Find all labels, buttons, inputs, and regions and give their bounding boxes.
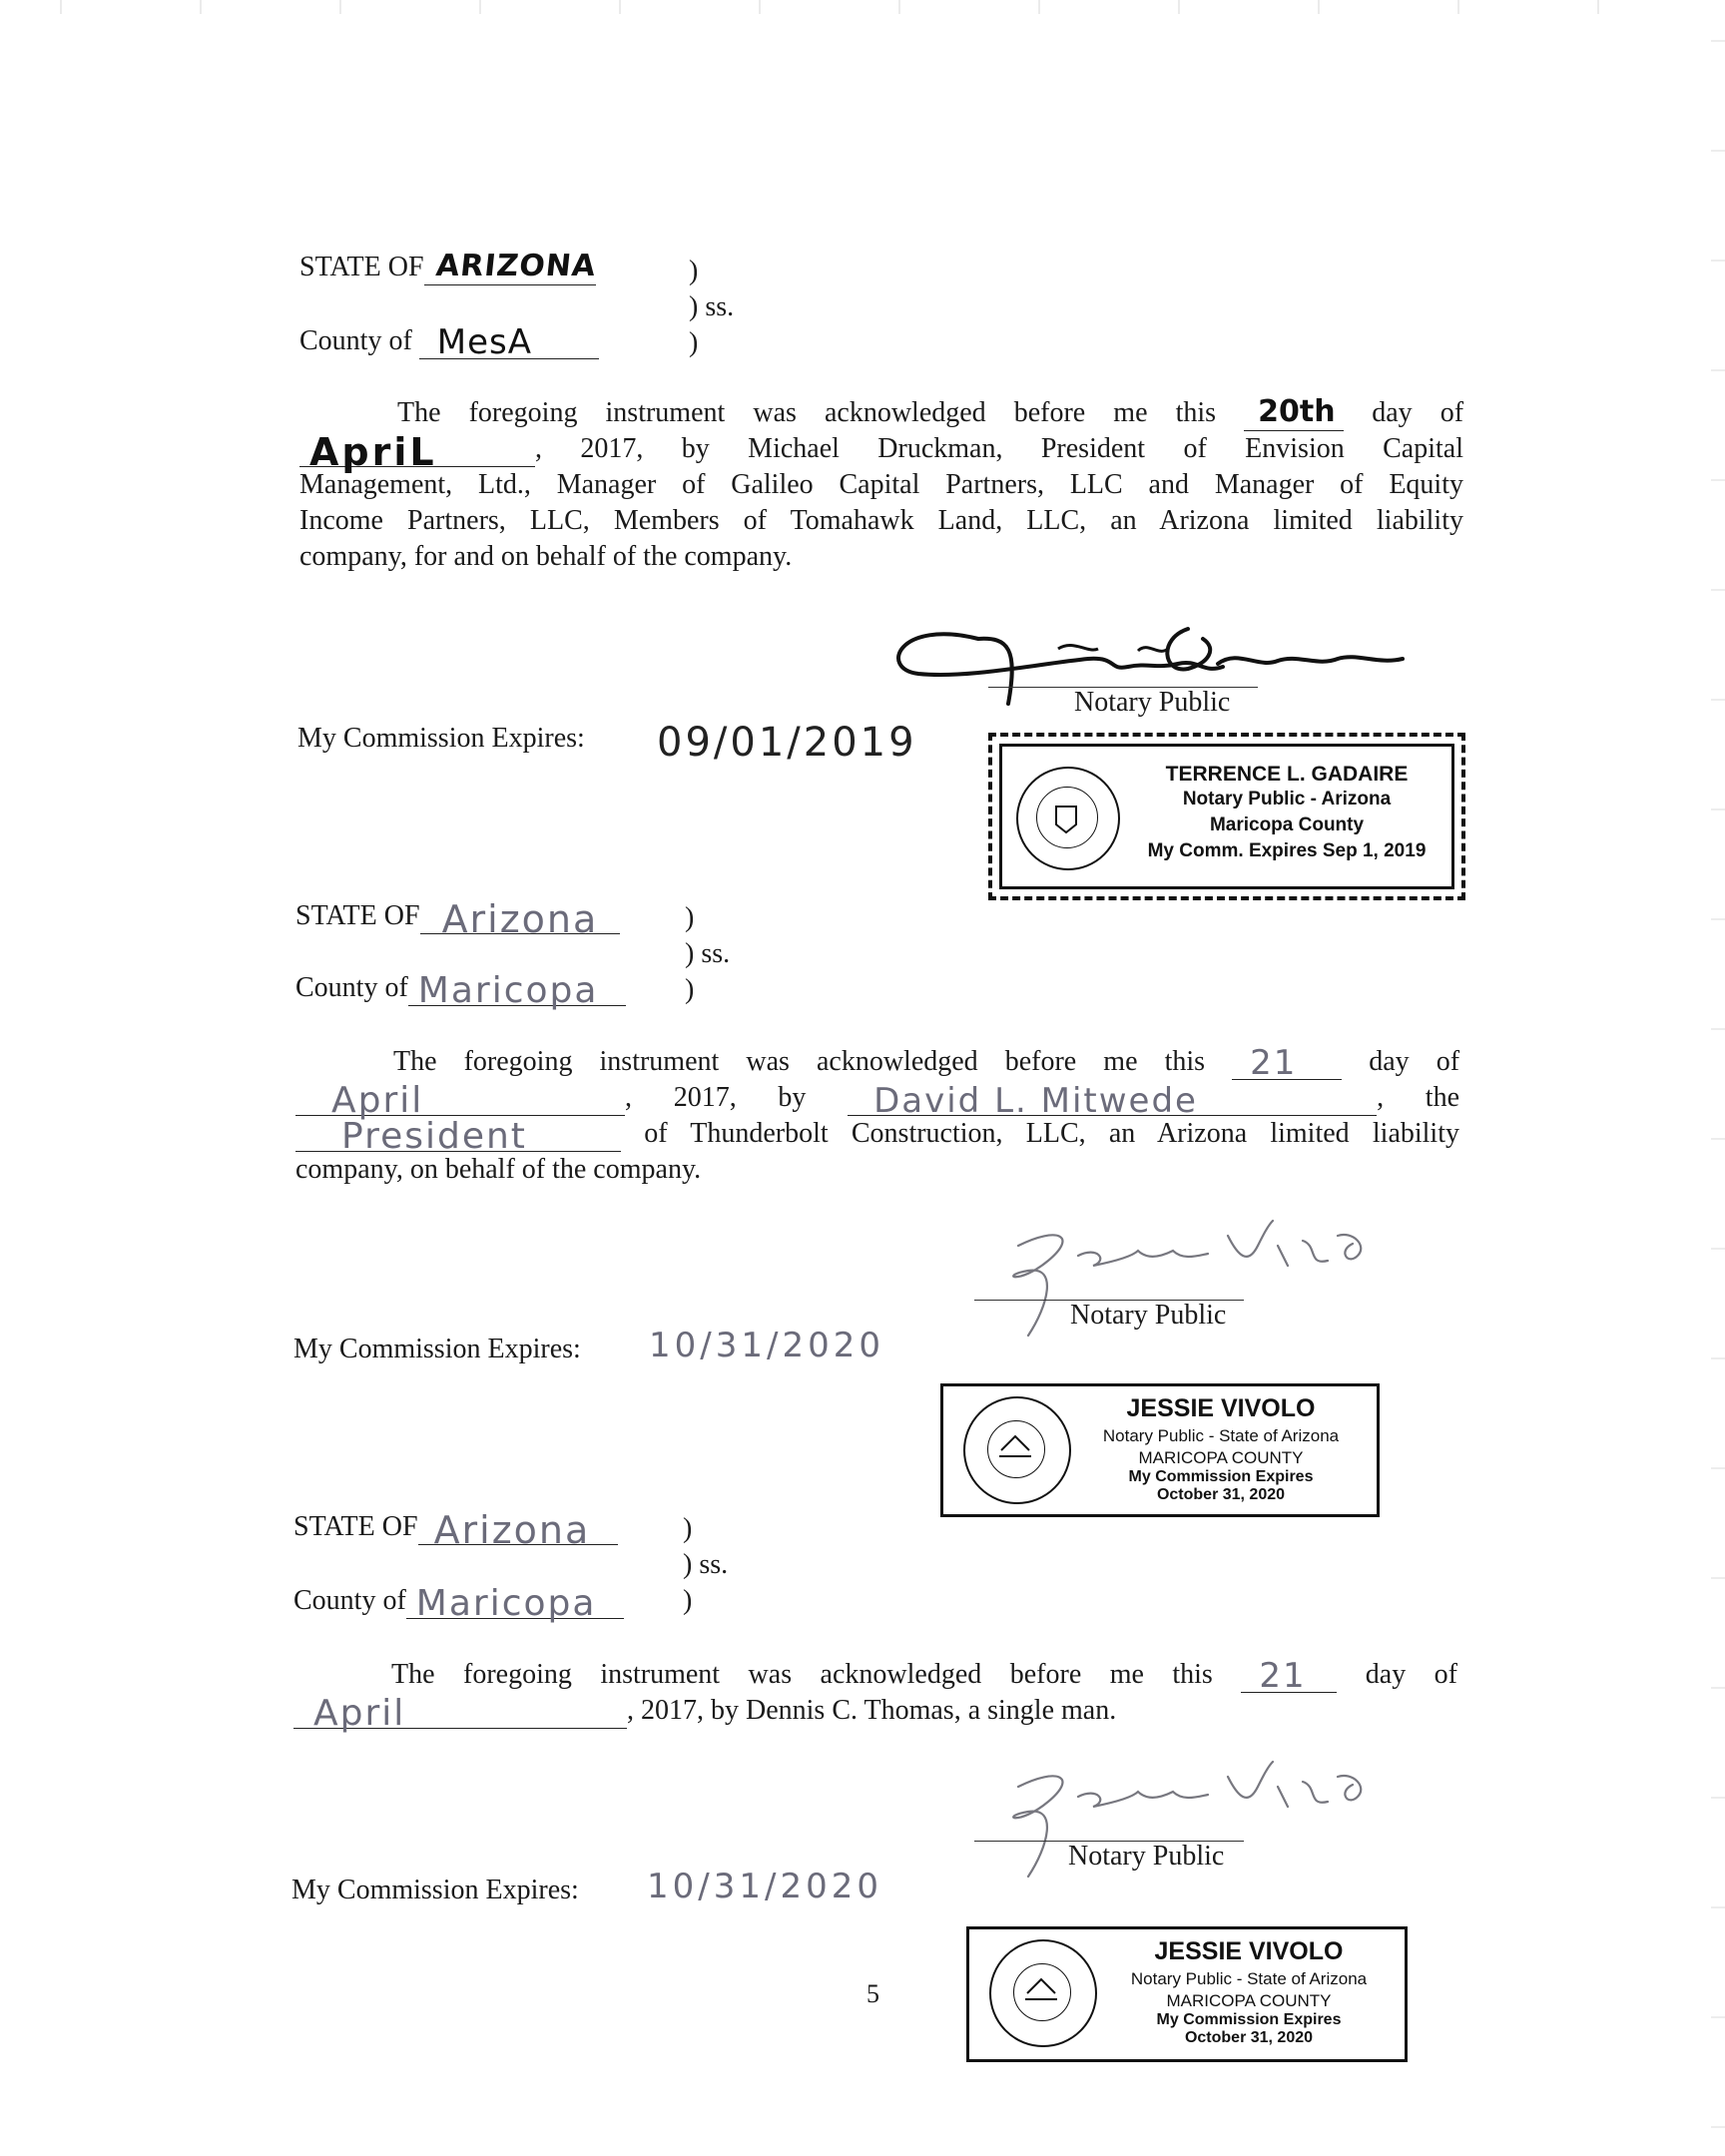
day-handwritten: 20th (1258, 394, 1336, 429)
scan-artifact-top (0, 0, 1725, 14)
stamp-line: Maricopa County (1209, 814, 1365, 835)
county-line (293, 1583, 624, 1624)
commission-expires-label: My Commission Expires: (293, 1334, 581, 1364)
stamp-line: October 31, 2020 (1156, 1486, 1286, 1503)
state-handwritten: ARIZONA (433, 249, 598, 283)
state-line (293, 1508, 618, 1552)
state-line (295, 897, 620, 941)
county-label: County of (295, 972, 408, 1003)
paren: ) (685, 902, 695, 933)
county-blank (419, 322, 599, 362)
commission-expires-handwritten: 10/31/2020 (649, 1326, 884, 1365)
paragraph-line: ApriL , 2017, by Michael Druckman, President of Envision Capital (299, 431, 1463, 467)
day-handwritten: 21 (1250, 1043, 1298, 1083)
state-label: STATE OF (295, 900, 420, 931)
paragraph-line: April , 2017, by Dennis C. Thomas, a single man. (293, 1693, 1457, 1729)
month-handwritten: ApriL (309, 430, 437, 474)
paren: ) (683, 1513, 693, 1544)
county-handwritten: MesA (436, 322, 533, 362)
month-handwritten: April (331, 1080, 424, 1121)
paren: ) (685, 974, 695, 1005)
paragraph-line: company, for and on behalf of the company. (299, 541, 793, 572)
acknowledgment-paragraph (299, 395, 1463, 575)
state-label: STATE OF (293, 1511, 418, 1542)
paragraph-line: The foregoing instrument was acknowledged before me this 21 day of (393, 1043, 1460, 1083)
stamp-line: MARICOPA COUNTY (1166, 1991, 1332, 2010)
commission-expires-handwritten: 09/01/2019 (657, 720, 917, 766)
state-seal-icon (989, 1939, 1097, 2047)
person-handwritten: David L. Mitwede (873, 1081, 1198, 1121)
state-handwritten: Arizona (433, 1508, 591, 1552)
acknowledgment-paragraph (293, 1656, 1457, 1734)
notary-public-label: Notary Public (1070, 1300, 1227, 1331)
county-blank (406, 1583, 624, 1624)
county-blank (408, 970, 626, 1011)
stamp-line: My Comm. Expires Sep 1, 2019 (1147, 840, 1427, 861)
notary-stamp (966, 1926, 1408, 2062)
stamp-line: My Commission Expires (1128, 1468, 1314, 1485)
paragraph-line: April , 2017, by David L. Mitwede , the (295, 1080, 1459, 1116)
state-handwritten: Arizona (441, 897, 599, 941)
scan-artifact-right (1711, 0, 1725, 2156)
state-blank (418, 1508, 618, 1552)
day-handwritten: 21 (1259, 1656, 1307, 1696)
stamp-line: October 31, 2020 (1184, 2029, 1314, 2046)
county-handwritten: Maricopa (417, 970, 599, 1011)
paren: ) (683, 1585, 693, 1616)
acknowledgment-paragraph (295, 1044, 1459, 1188)
paragraph-line: company, on behalf of the company. (295, 1154, 702, 1185)
state-seal-icon (963, 1396, 1071, 1504)
stamp-line: MARICOPA COUNTY (1138, 1448, 1304, 1467)
title-handwritten: President (341, 1116, 527, 1157)
paragraph-line: The foregoing instrument was acknowledged before me this 21 day of (391, 1656, 1457, 1696)
stamp-line: Notary Public - Arizona (1182, 789, 1392, 809)
month-handwritten: April (313, 1693, 406, 1734)
state-line (299, 250, 596, 285)
county-handwritten: Maricopa (415, 1583, 597, 1624)
county-label: County of (293, 1585, 406, 1616)
state-blank (420, 897, 620, 941)
stamp-line: Notary Public - State of Arizona (1102, 1426, 1340, 1445)
stamp-name: JESSIE VIVOLO (1126, 1394, 1316, 1422)
state-seal-icon (1016, 767, 1120, 870)
paragraph-line: President of Thunderbolt Construction, LLC, an Arizona limited liability (295, 1116, 1459, 1152)
commission-expires-label: My Commission Expires: (297, 723, 585, 754)
notary-stamp (940, 1383, 1380, 1517)
notary-public-label: Notary Public (1068, 1841, 1225, 1872)
ss-label: ) ss. (689, 291, 735, 322)
notary-stamp (988, 733, 1465, 900)
paren: ) (689, 327, 699, 358)
county-line (299, 322, 599, 362)
paragraph-line: The foregoing instrument was acknowledged before me this 20th day of (397, 394, 1464, 429)
paragraph-line: Management, Ltd., Manager of Galileo Capital Partners, LLC and Manager of Equity (299, 469, 1463, 500)
page-number: 5 (866, 1979, 879, 2008)
notary-public-label: Notary Public (1074, 687, 1231, 718)
stamp-name: JESSIE VIVOLO (1154, 1937, 1344, 1965)
stamp-name: TERRENCE L. GADAIRE (1165, 763, 1409, 786)
ss-label: ) ss. (685, 938, 731, 969)
county-line (295, 970, 626, 1011)
state-blank (424, 249, 598, 285)
paragraph-line: Income Partners, LLC, Members of Tomahawk Land, LLC, an Arizona limited liability (299, 505, 1463, 536)
stamp-line: Notary Public - State of Arizona (1130, 1969, 1368, 1988)
state-label: STATE OF (299, 252, 424, 282)
commission-expires-label: My Commission Expires: (291, 1875, 579, 1905)
stamp-line: My Commission Expires (1156, 2011, 1342, 2028)
commission-expires-handwritten: 10/31/2020 (647, 1867, 882, 1906)
paren: ) (689, 256, 699, 286)
ss-label: ) ss. (683, 1549, 729, 1580)
county-label: County of (299, 325, 412, 356)
